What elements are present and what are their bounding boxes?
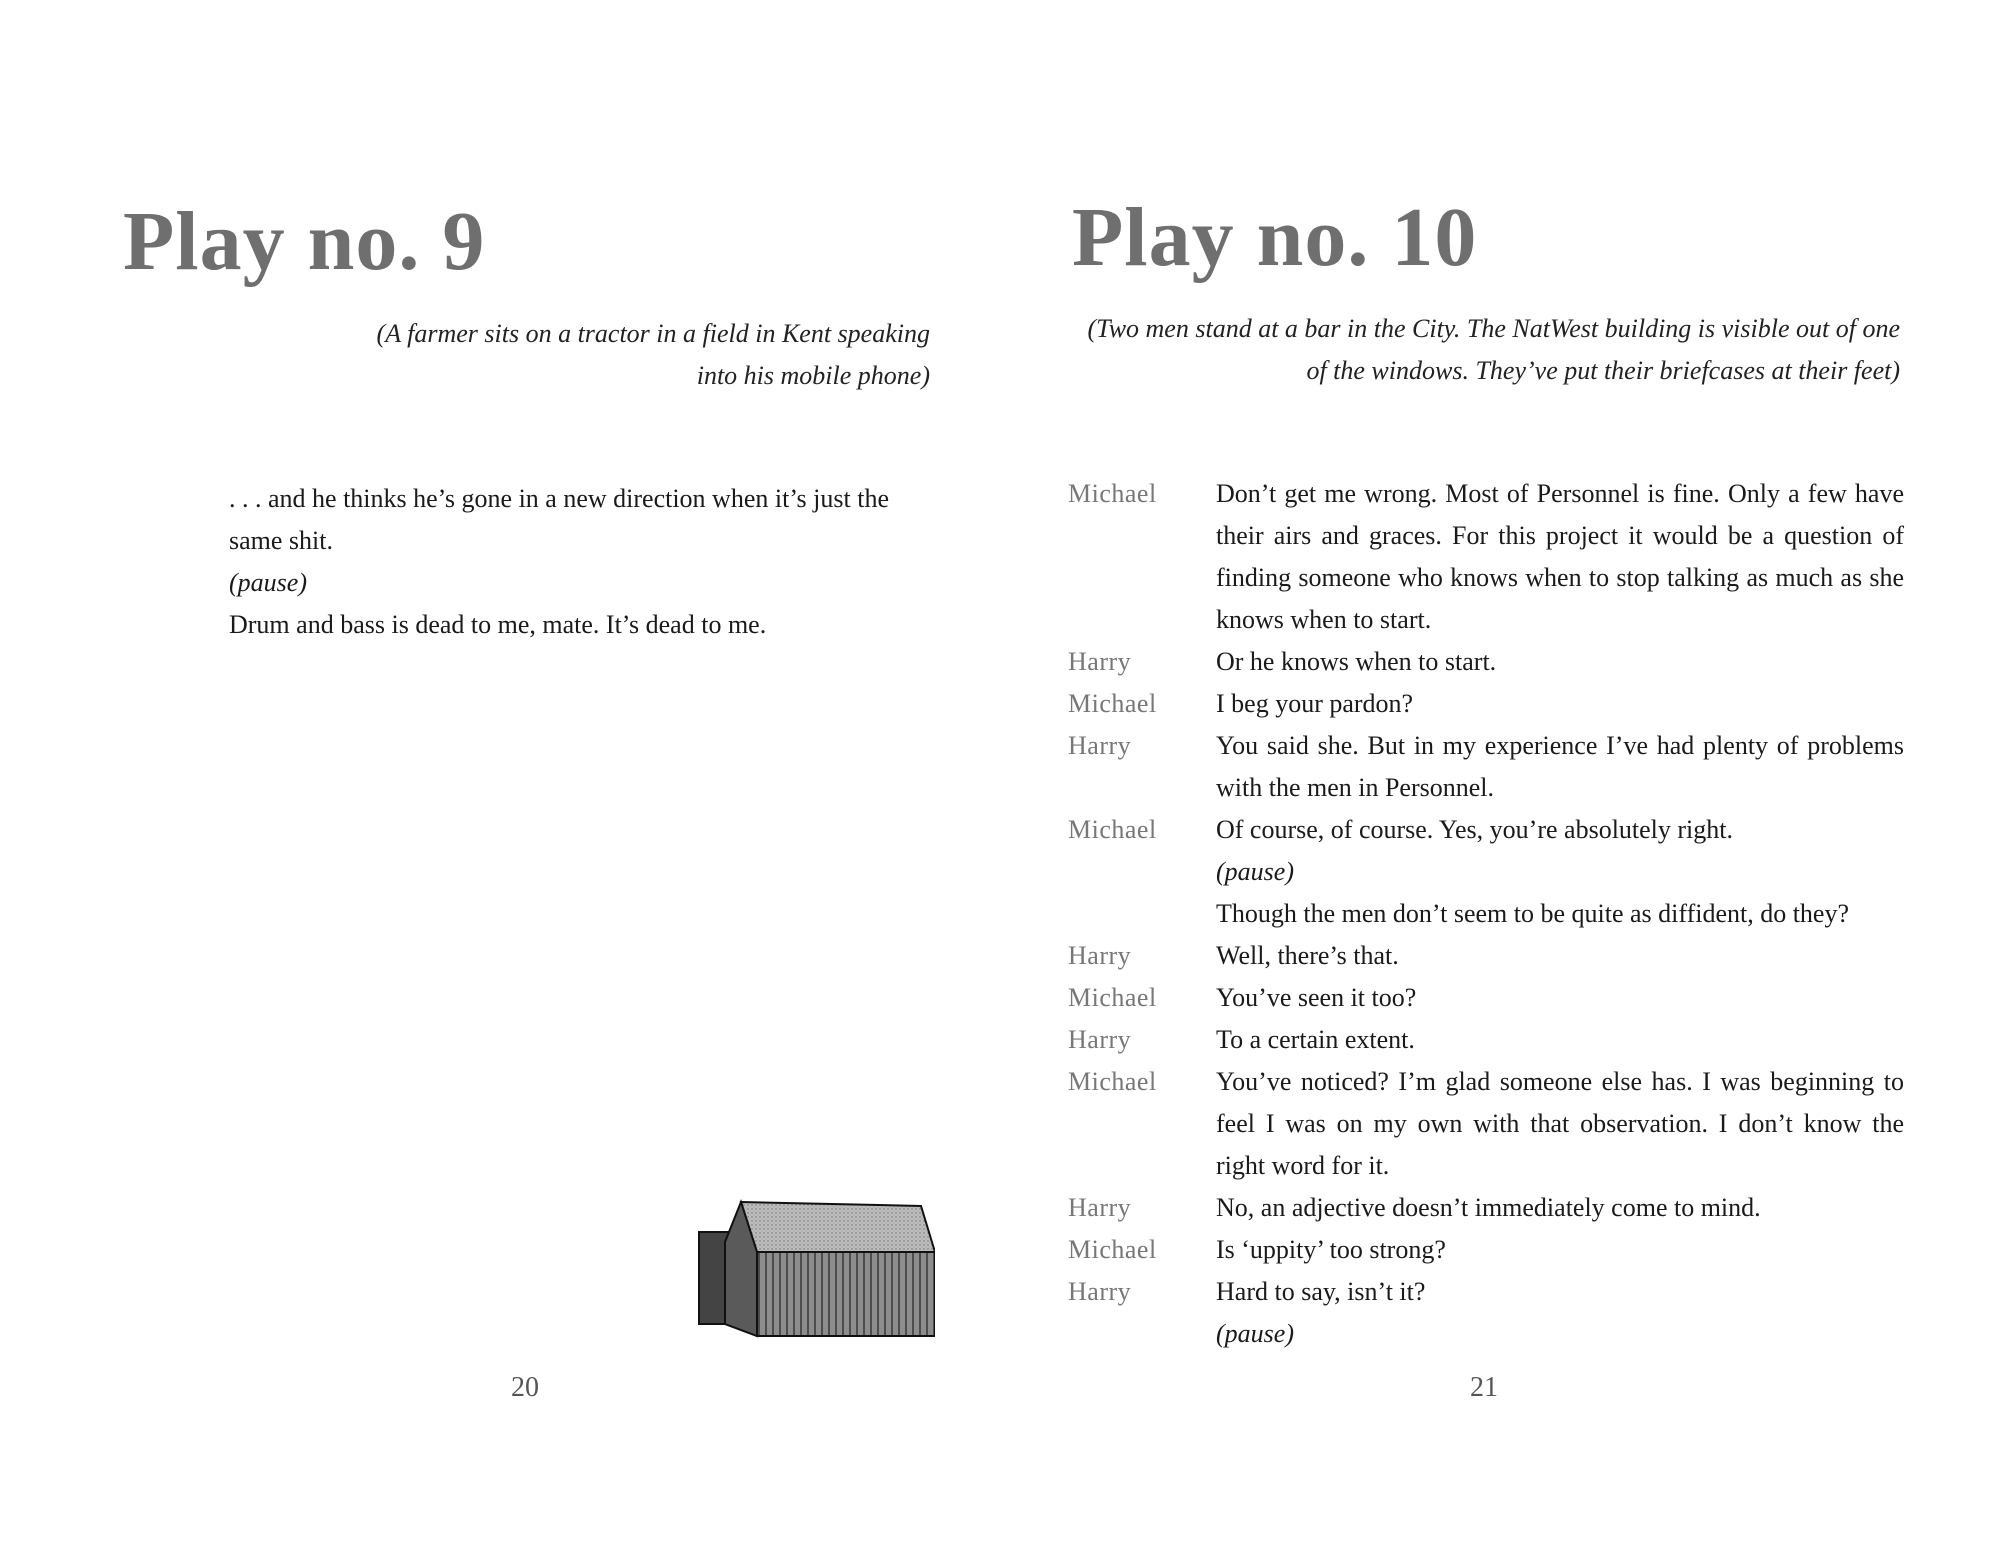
stage-direction: (Two men stand at a bar in the City. The NatWest building is visible out of one of the windows. They’ve put their briefcases at their feet) bbox=[1087, 314, 1900, 385]
dialogue-lines bbox=[1216, 809, 1904, 935]
dialogue-lines bbox=[1216, 1187, 1904, 1229]
speaker-name: Harry bbox=[1068, 647, 1132, 676]
speech-line: To a certain extent. bbox=[1216, 1025, 1415, 1054]
speech-line: I beg your pardon? bbox=[1216, 689, 1414, 718]
speech-line: Hard to say, isn’t it? bbox=[1216, 1277, 1426, 1306]
play-title: Play no. 10 bbox=[1072, 191, 1478, 284]
speaker-name: Harry bbox=[1068, 1193, 1132, 1222]
dialogue-row bbox=[1068, 809, 1904, 935]
speech-line: Or he knows when to start. bbox=[1216, 647, 1497, 676]
speaker-name: Michael bbox=[1068, 815, 1157, 844]
dialogue-lines bbox=[1216, 977, 1904, 1019]
speaker-name: Michael bbox=[1068, 1235, 1157, 1264]
speaker-name: Michael bbox=[1068, 479, 1157, 508]
speech-line: Of course, of course. Yes, you’re absolutely right. bbox=[1216, 815, 1734, 844]
page-number: 21 bbox=[1470, 1372, 1498, 1403]
dialogue-lines bbox=[1216, 1019, 1904, 1061]
dialogue-lines bbox=[1216, 641, 1904, 683]
speech-line: You said she. But in my experience I’ve had plenty of problems with the men in Personnel. bbox=[1216, 731, 1904, 802]
stage-direction: (A farmer sits on a tractor in a field in Kent speaking into his mobile phone) bbox=[376, 319, 930, 390]
dialogue-row bbox=[1068, 977, 1904, 1019]
stage-note: (pause) bbox=[1216, 857, 1294, 886]
dialogue-row bbox=[1068, 935, 1904, 977]
dialogue-row bbox=[1068, 725, 1904, 809]
speech-line: Though the men don’t seem to be quite as diffident, do they? bbox=[1216, 899, 1850, 928]
speech-line: . . . and he thinks he’s gone in a new direction when it’s just the same shit. bbox=[229, 484, 889, 555]
dialogue-row bbox=[1068, 1229, 1904, 1271]
dialogue-row bbox=[1068, 473, 1904, 641]
dialogue-lines bbox=[1216, 935, 1904, 977]
stage-note: (pause) bbox=[1216, 1319, 1294, 1348]
page-number: 20 bbox=[511, 1372, 539, 1403]
speaker-name: Harry bbox=[1068, 1277, 1132, 1306]
speaker-name: Michael bbox=[1068, 983, 1157, 1012]
right-page bbox=[1000, 0, 2000, 1552]
dialogue-lines bbox=[1216, 1271, 1904, 1355]
dialogue-lines bbox=[1216, 473, 1904, 641]
monologue bbox=[229, 478, 934, 646]
dialogue-row bbox=[1068, 1061, 1904, 1187]
speaker-name: Harry bbox=[1068, 1025, 1132, 1054]
dialogue-lines bbox=[1216, 1061, 1904, 1187]
dialogue-row bbox=[1068, 1271, 1904, 1355]
speech-line: No, an adjective doesn’t immediately come to mind. bbox=[1216, 1193, 1761, 1222]
speech-line: Is ‘uppity’ too strong? bbox=[1216, 1235, 1446, 1264]
dialogue-lines bbox=[1216, 725, 1904, 809]
play-title: Play no. 9 bbox=[123, 195, 486, 288]
speech-line: You’ve seen it too? bbox=[1216, 983, 1417, 1012]
speech-line: You’ve noticed? I’m glad someone else has. I was beginning to feel I was on my own with that observation. I don’t know the right word for it. bbox=[1216, 1067, 1904, 1180]
speaker-name: Harry bbox=[1068, 731, 1132, 760]
dialogue-row bbox=[1068, 641, 1904, 683]
speech-line: Drum and bass is dead to me, mate. It’s dead to me. bbox=[229, 610, 767, 639]
dialogue-lines bbox=[1216, 683, 1904, 725]
dialogue-lines bbox=[1216, 1229, 1904, 1271]
dialogue-row bbox=[1068, 683, 1904, 725]
speech-line: Well, there’s that. bbox=[1216, 941, 1399, 970]
stage-note: (pause) bbox=[229, 568, 307, 597]
speaker-name: Michael bbox=[1068, 1067, 1157, 1096]
dialogue-row bbox=[1068, 1019, 1904, 1061]
speech-line: Don’t get me wrong. Most of Personnel is fine. Only a few have their airs and graces. For this project it would be a question of finding someone who knows when to stop talking as much as she knows when to start. bbox=[1216, 479, 1904, 634]
dialogue-row bbox=[1068, 1187, 1904, 1229]
speaker-name: Michael bbox=[1068, 689, 1157, 718]
speaker-name: Harry bbox=[1068, 941, 1132, 970]
script-dialogue bbox=[1068, 473, 1904, 1355]
barn-illustration bbox=[695, 1196, 935, 1346]
